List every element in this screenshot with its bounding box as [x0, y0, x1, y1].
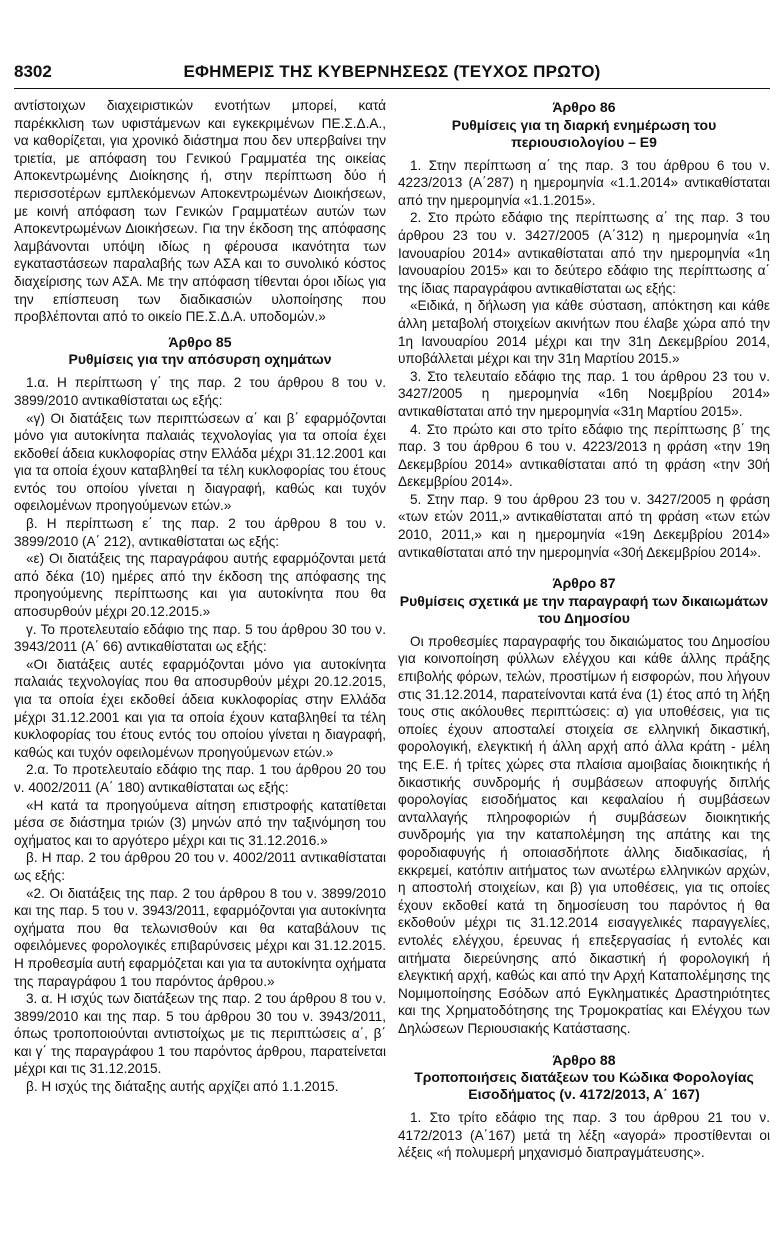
- article-paragraph: «Η κατά τα προηγούμενα αίτηση επιστροφής κατατίθεται μέσα σε διάστημα τριών (3) μηνών από την ταξινόμηση του οχήματος και το αργότερο μέχρι και τις 31.12.2016.»: [14, 797, 386, 848]
- article-paragraph: 1. Στο τρίτο εδάφιο της παρ. 3 του άρθρου 21 του ν. 4172/2013 (Α΄167) μετά τη λέξη «αγορά» προστίθενται οι λέξεις «ή πολυμερή μηχανισμό διαπραγμάτευσης».: [398, 1110, 770, 1161]
- article-87-heading: [398, 575, 770, 627]
- article-paragraph: 4. Στο πρώτο και στο τρίτο εδάφιο της περίπτωσης β΄ της παρ. 3 του άρθρου 6 του ν. 4223/2013 η φράση «την 19η Δεκεμβρίου 2014» αντικαθίσταται από τη φράση «την 30ή Δεκεμβρίου 2014».: [398, 421, 770, 490]
- journal-title: ΕΦΗΜΕΡΙΣ ΤΗΣ ΚΥΒΕΡΝΗΣΕΩΣ (ΤΕΥΧΟΣ ΠΡΩΤΟ): [183, 62, 601, 81]
- article-paragraph: «2. Οι διατάξεις της παρ. 2 του άρθρου 8 του ν. 3899/2010 και της παρ. 5 του ν. 3943/2011, εφαρμόζονται για αυτοκίνητα οχήματα που θα τελωνισθούν και θα καταβάλουν τις οφειλόμενες φορολογικές επιβαρύνσεις μέχρι και 31.12.2015. Η προθεσμία αυτή εφαρμόζεται και για τα αυτοκίνητα οχήματα της παραγράφου 1 του παρόντος άρθρου.»: [14, 885, 386, 989]
- article-paragraph: «Οι διατάξεις αυτές εφαρμόζονται μόνο για αυτοκίνητα παλαιάς τεχνολογίας που θα αποσυρθούν μέχρι 20.12.2015, για τα οποία έχει εκδοθεί άδεια κυκλοφορίας στην Ελλάδα μέχρι 31.12.2001 και για τα οποία έχουν καταβληθεί τα τέλη κυκλοφορίας του έτους εντός του οποίου γίνεται η διαγραφή, καθώς και τυχόν οφειλομένων προηγούμενων ετών.»: [14, 656, 386, 760]
- article-paragraph: 3. Στο τελευταίο εδάφιο της παρ. 1 του άρθρου 23 του ν. 3427/2005 η ημερομηνία «16η Νοεμβρίου 2014» αντικαθίσταται από την ημερομηνία «31η Μαρτίου 2015».: [398, 368, 770, 419]
- article-number: Άρθρο 86: [552, 99, 616, 115]
- article-title: Ρυθμίσεις για τη διαρκή ενημέρωση του περιουσιολογίου – Ε9: [451, 116, 717, 150]
- article-paragraph: 2. Στο πρώτο εδάφιο της περίπτωσης α΄ της παρ. 3 του άρθρου 23 του ν. 3427/2005 (Α΄312) η ημερομηνία «1η Ιανουαρίου 2014» αντικαθίσταται από την ημερομηνία «1η Ιανουαρίου 2015» και το δεύτερο εδάφιο της περίπτωσης α΄ της ίδιας παραγράφου αντικαθίσταται ως εξής:: [398, 210, 770, 296]
- article-paragraph: Οι προθεσμίες παραγραφής του δικαιώματος του Δημοσίου για κοινοποίηση φύλλων ελέγχου και κάθε άλλης πράξης επιβολής φόρων, τελών, προστίμων ή εισφορών, που λήγουν στις 31.12.2014, παρατείνονται κατά ένα (1) έτος από τη λήξη τους στις ακόλουθες περιπτώσεις: α) για υποθέσεις, για τις οποίες έχουν αποσταλεί στοιχεία σε ελληνική δικαστική, φορολογική, ελεγκτική ή άλλη αρχή από άλλα κράτη - μέλη της Ε.Ε. ή τρίτες χώρες στα πλαίσια αμοιβαίας διοικητικής ή δικαστικής συνδρομής ή συμβάσεων αποφυγής διπλής φορολογίας εισοδήματος και κεφαλαίου ή συμβάσεων ανταλλαγής πληροφοριών ή συμβάσεων διοικητικής συνδρομής για την καταπολέμηση της απάτης και της φοροδιαφυγής ή οποιασδήποτε άλλης διαδικασίας, ή εκκρεμεί, κατόπιν αιτήματος των ανωτέρω ελληνικών αρχών, η αποστολή στοιχείων, και β) για υποθέσεις, για τις οποίες έχουν εκδοθεί κατά τη δημοσίευση του παρόντος ή θα εκδοθούν μέχρι τις 31.12.2014 εισαγγελικές παραγγελίες, εντολές ελέγχου, έρευνας ή επεξεργασίας ή εντολές και αιτήματα διερεύνησης από δικαστική ή φορολογική ή ελεγκτική αρχή, καθώς και από την Αρχή Καταπολέμησης της Νομιμοποίησης Εσόδων από Εγκληματικές Δραστηριότητες και της Χρηματοδότησης της Τρομοκρατίας και Ελέγχου των Δηλώσεων Περιουσιακής Κατάστασης.: [398, 633, 770, 1036]
- article-number: Άρθρο 85: [168, 333, 232, 350]
- article-title: Ρυθμίσεις σχετικά με την παραγραφή των δικαιωμάτων του Δημοσίου: [399, 592, 769, 626]
- article-paragraph: β. Η περίπτωση ε΄ της παρ. 2 του άρθρου 8 του ν. 3899/2010 (Α΄ 212), αντικαθίσταται ως εξής:: [14, 516, 386, 549]
- article-title: Τροποποιήσεις διατάξεων του Κώδικα Φορολογίας Εισοδήματος (ν. 4172/2013, Α΄ 167): [414, 1069, 754, 1103]
- article-85-heading: [14, 334, 386, 369]
- article-title: Ρυθμίσεις για την απόσυρση οχημάτων: [68, 351, 332, 368]
- article-paragraph: 5. Στην παρ. 9 του άρθρου 23 του ν. 3427/2005 η φράση «των ετών 2011,» αντικαθίσταται από τη φράση «των ετών 2010, 2011,» και η ημερομηνία «19η Δεκεμβρίου 2014» αντικαθίσταται από την ημερομηνία «30ή Δεκεμβρίου 2014».: [398, 491, 770, 560]
- page-header: [14, 60, 770, 89]
- article-paragraph: «ε) Οι διατάξεις της παραγράφου αυτής εφαρμόζονται μετά από δέκα (10) ημέρες από την έκδοση της απόφασης της προηγούμενης περίπτωσης και για αυτοκίνητα που θα αποσυρθούν μέχρι 20.12.2015.»: [14, 551, 386, 620]
- page-number: 8302: [14, 62, 52, 81]
- article-paragraph: 2.α. Το προτελευταίο εδάφιο της παρ. 1 του άρθρου 20 του ν. 4002/2011 (Α΄ 180) αντικαθίσταται ως εξής:: [14, 762, 386, 795]
- article-number: Άρθρο 88: [552, 1051, 616, 1068]
- right-column: [398, 97, 770, 1162]
- left-column: [14, 97, 386, 1096]
- article-86-heading: [398, 99, 770, 151]
- continued-paragraph: αντίστοιχων διαχειριστικών ενοτήτων μπορεί, κατά παρέκκλιση των υφιστάμενων και εγκεκριμένων ΠΕ.Σ.Δ.Α., να καθορίζεται, για χρονικό διάστημα που δεν υπερβαίνει την τριετία, με απόφαση του Γενικού Γραμματέα της οικείας Αποκεντρωμένης Διοίκησης ή, στην περίπτωση δύο ή περισσοτέρων εμπλεκόμενων Αποκεντρωμένων Διοικήσεων, με κοινή απόφαση των Γενικών Γραμματέων αυτών των Αποκεντρωμένων Διοικήσεων. Για την έκδοση της απόφασης λαμβάνονται υπόψη ιδίως η φέρουσα ικανότητα των εγκαταστάσεων παραλαβής των ΑΣΑ και το συνολικό κόστος διαχείρισης των ΑΣΑ. Με την απόφαση τίθενται όροι ιδίως για την επίσπευση των διαδικασιών υλοποίησης που προβλέπονται από το οικείο ΠΕ.Σ.Δ.Α. υποδομών.»: [14, 98, 386, 325]
- article-paragraph: «Ειδικά, η δήλωση για κάθε σύσταση, απόκτηση και κάθε άλλη μεταβολή στοιχείων ακινήτων που έλαβε χώρα από την 1η Ιανουαρίου 2014 μέχρι και την 31η Δεκεμβρίου 2014, υποβάλλεται μέχρι και την 31η Μαρτίου 2015.»: [398, 298, 770, 367]
- article-paragraph: β. Η παρ. 2 του άρθρου 20 του ν. 4002/2011 αντικαθίσταται ως εξής:: [14, 850, 386, 883]
- article-paragraph: 1.α. Η περίπτωση γ΄ της παρ. 2 του άρθρου 8 του ν. 3899/2010 αντικαθίσταται ως εξής:: [14, 375, 386, 408]
- article-paragraph: «γ) Οι διατάξεις των περιπτώσεων α΄ και β΄ εφαρμόζονται μόνο για αυτοκίνητα παλαιάς τεχνολογίας για τα οποία έχει εκδοθεί άδεια κυκλοφορίας στην Ελλάδα μέχρι 31.12.2001 και για τα οποία έχουν καταβληθεί τα τέλη κυκλοφορίας του έτους εντός του οποίου γίνεται η διαγραφή, καθώς και τυχόν οφειλομένων προηγούμενων ετών.»: [14, 410, 386, 514]
- article-paragraph: 1. Στην περίπτωση α΄ της παρ. 3 του άρθρου 6 του ν. 4223/2013 (Α΄287) η ημερομηνία «1.1.2014» αντικαθίσταται από την ημερομηνία «1.1.2015».: [398, 157, 770, 208]
- article-paragraph: β. Η ισχύς της διάταξης αυτής αρχίζει από 1.1.2015.: [26, 1079, 339, 1095]
- article-paragraph: γ. Το προτελευταίο εδάφιο της παρ. 5 του άρθρου 30 του ν. 3943/2011 (Α΄ 66) αντικαθίσταται ως εξής:: [14, 621, 386, 655]
- article-88-heading: [398, 1052, 770, 1104]
- article-number: Άρθρο 87: [552, 575, 616, 592]
- article-paragraph: 3. α. Η ισχύς των διατάξεων της παρ. 2 του άρθρου 8 του ν. 3899/2010 και της παρ. 5 του άρθρου 30 του ν. 3943/2011, όπως τροποποιούνται αντιστοίχως με τις περιπτώσεις α΄, β΄ και γ΄ της παραγράφου 1 του παρόντος άρθρου, παρατείνεται μέχρι και τις 31.12.2015.: [14, 991, 386, 1077]
